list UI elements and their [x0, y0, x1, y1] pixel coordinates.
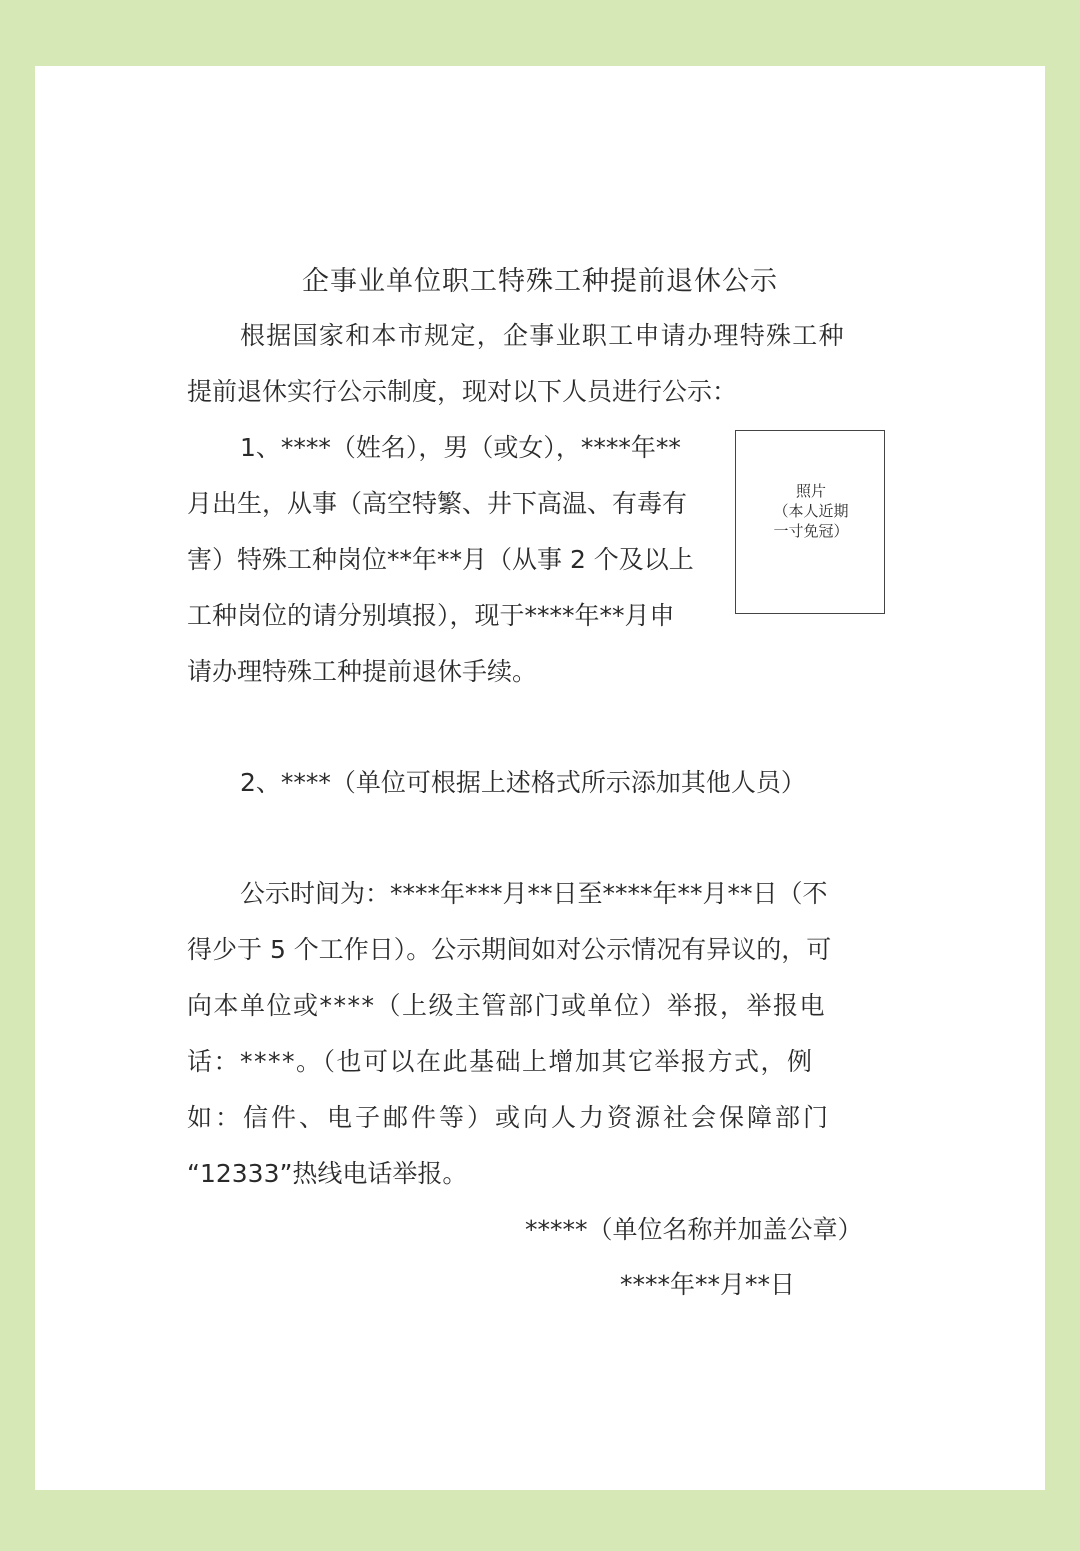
- notice-line: 得少于 5 个工作日）。公示期间如对公示情况有异议的，可: [187, 935, 832, 964]
- photo-caption-line: （本人近期: [773, 502, 849, 520]
- document-title: 企事业单位职工特殊工种提前退休公示: [302, 266, 778, 297]
- photo-caption-line: 一寸免冠）: [773, 522, 849, 540]
- item1-line: 工种岗位的请分别填报），现于****年**月申: [187, 601, 675, 630]
- intro-line: 根据国家和本市规定，企事业职工申请办理特殊工种: [240, 321, 845, 350]
- intro-line: 提前退休实行公示制度，现对以下人员进行公示：: [187, 377, 738, 406]
- date-line: ****年**月**日: [620, 1270, 796, 1299]
- notice-line: 话：****。（也可以在此基础上增加其它举报方式，例: [187, 1047, 814, 1076]
- item2-line: 2、****（单位可根据上述格式所示添加其他人员）: [240, 768, 806, 797]
- item1-line: 月出生，从事（高空特繁、井下高温、有毒有: [187, 489, 688, 518]
- document-page: [35, 66, 1045, 1490]
- notice-line: 向本单位或****（上级主管部门或单位）举报，举报电: [187, 991, 827, 1020]
- item1-line: 请办理特殊工种提前退休手续。: [187, 657, 538, 686]
- notice-line: 如：信件、电子邮件等）或向人力资源社会保障部门: [187, 1103, 832, 1132]
- item1-line: 害）特殊工种岗位**年**月（从事 2 个及以上: [187, 545, 694, 574]
- signature-line: *****（单位名称并加盖公章）: [525, 1215, 863, 1244]
- photo-caption: [736, 481, 886, 541]
- item1-line: 1、****（姓名），男（或女），****年**: [240, 433, 681, 462]
- notice-line: “12333”热线电话举报。: [187, 1159, 468, 1188]
- notice-line: 公示时间为：****年***月**日至****年**月**日（不: [240, 879, 828, 908]
- photo-caption-line: 照片: [795, 482, 826, 500]
- photo-placeholder: [735, 430, 885, 614]
